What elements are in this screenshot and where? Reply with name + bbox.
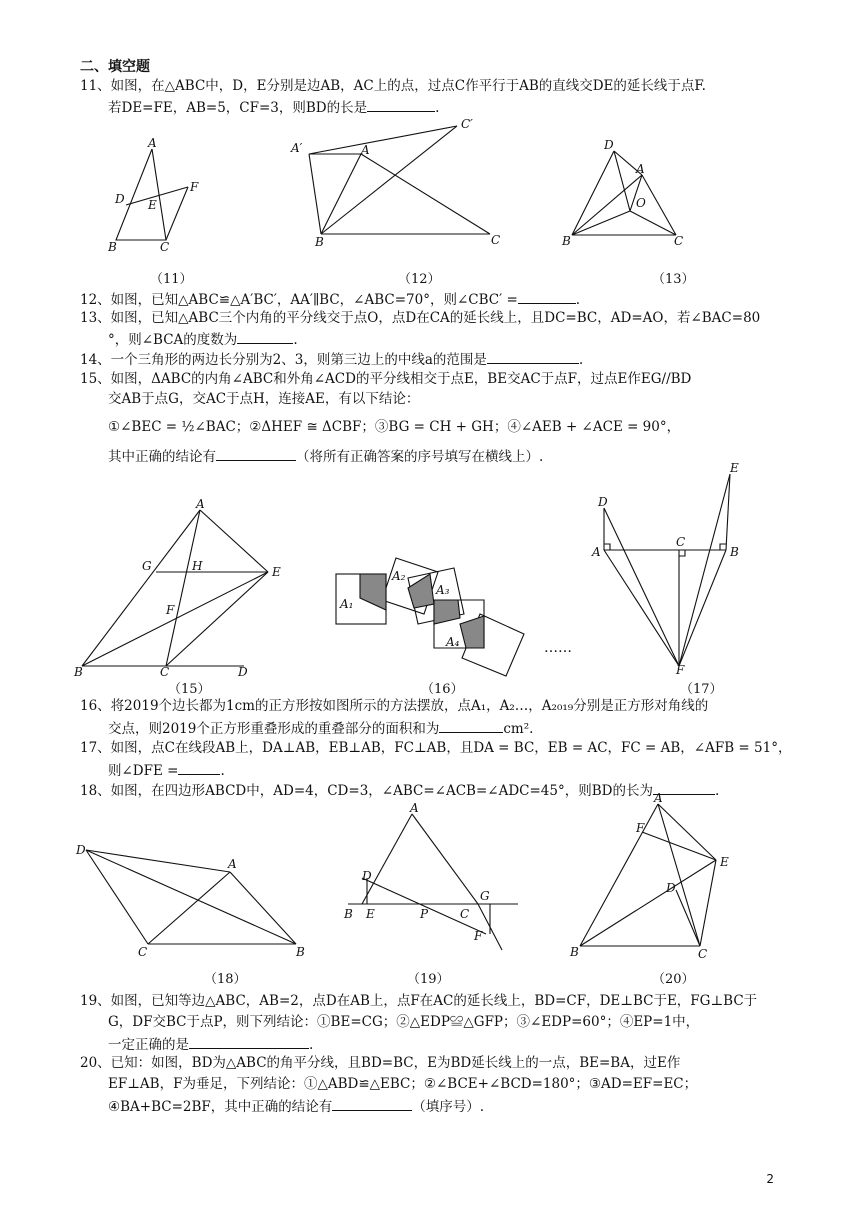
f13-label-A: A — [636, 162, 645, 176]
f18-label-A: A — [228, 857, 237, 871]
f16-label-A2: A₂ — [392, 569, 406, 583]
caption-12: （12） — [398, 272, 441, 287]
q19-text: 一定正确的是 — [108, 1037, 189, 1053]
answer-blank-14[interactable] — [487, 349, 579, 364]
q12-line: 12、如图，已知△ABC≌△A′BC′，AA′∥BC，∠ABC=70°，则∠CBC′ = . — [80, 289, 580, 309]
f15-label-H: H — [192, 559, 203, 573]
q13-line2: °，则∠BCA的度数为 . — [108, 329, 298, 349]
f20-label-D: D — [666, 881, 676, 895]
q18-line: 18、如图，在四边形ABCD中，AD=4，CD=3，∠ABC=∠ACB=∠ADC=45°，则BD的长为 . — [80, 780, 719, 800]
q15-line4 — [108, 446, 543, 466]
f19-label-F: F — [474, 929, 483, 943]
answer-blank-19[interactable] — [189, 1034, 309, 1049]
answer-blank-11[interactable] — [367, 97, 435, 112]
f19-label-P: P — [420, 907, 429, 921]
f11-label-C: C — [160, 240, 170, 254]
f12-label-A: A — [361, 143, 370, 157]
f15-label-B: B — [74, 665, 83, 679]
f12-label-B: B — [315, 235, 324, 249]
f18-label-C: C — [138, 945, 148, 959]
q20-line2: EF⊥AB，F为垂足，下列结论：①△ABD≌△EBC；②∠BCE+∠BCD=180°；③AD=EF=EC； — [108, 1076, 698, 1092]
f19-label-B: B — [344, 907, 353, 921]
f13-label-C: C — [674, 234, 684, 248]
f15-label-F: F — [166, 603, 175, 617]
answer-blank-16[interactable] — [439, 718, 503, 733]
f20-label-F: F — [636, 821, 645, 835]
q14-text: 14、一个三角形的两边长分别为2、3，则第三边上的中线a的范围是 — [80, 352, 487, 368]
q19-line2: G，DF交BC于点P，则下列结论：①BE=CG；②△EDP≌△GFP；③∠EDP=60°；④EP=1中， — [108, 1014, 700, 1030]
q20-line3 — [108, 1096, 484, 1116]
f16-label-A4: A₄ — [446, 635, 460, 649]
f17-label-F: F — [676, 663, 685, 677]
f20-label-B: B — [570, 945, 579, 959]
f11-label-E: E — [148, 198, 157, 212]
f12-label-C: C — [491, 233, 501, 247]
f20-label-C: C — [698, 947, 708, 961]
f17-label-E: E — [730, 461, 739, 475]
q15-line1: 15、如图，ΔABC的内角∠ABC和外角∠ACD的平分线相交于点E，BE交AC于点F，过点E作EG//BD — [80, 371, 692, 387]
q20-line1: 20、已知：如图，BD为△ABC的角平分线，且BD=BC，E为BD延长线上的一点，BE=BA，过E作 — [80, 1055, 681, 1071]
caption-11: （11） — [150, 272, 193, 287]
f15-label-C: C — [160, 665, 170, 679]
q19-line3: 一定正确的是 . — [108, 1034, 313, 1054]
f15-label-E: E — [272, 565, 281, 579]
q16-unit: cm². — [503, 721, 534, 737]
q11-line2: 若DE=FE，AB=5，CF=3，则BD的长是 . — [108, 97, 439, 117]
caption-13: （13） — [652, 272, 695, 287]
f13-label-B: B — [562, 234, 571, 248]
f19-label-D: D — [362, 869, 372, 883]
q12-text: 12、如图，已知△ABC≌△A′BC′，AA′∥BC，∠ABC=70°，则∠CBC′ = — [80, 292, 518, 308]
f17-label-A: A — [592, 545, 601, 559]
q11-line1: 11、如图，在△ABC中，D，E分别是边AB，AC上的点，过点C作平行于AB的直线交DE的延长线于点F. — [80, 78, 706, 94]
f12-label-C-prime: C′ — [461, 117, 473, 131]
figure-12 — [285, 112, 505, 252]
f11-label-F: F — [190, 180, 199, 194]
figure-11 — [100, 135, 210, 253]
q20-text-end: （填序号）. — [412, 1099, 485, 1115]
f20-label-E: E — [720, 855, 729, 869]
figure-19 — [340, 800, 520, 960]
q16-line1: 16、将2019个边长都为1cm的正方形按如图所示的方法摆放，点A₁，A₂…，A₂₀₁₉分别是正方形对角线的 — [80, 698, 709, 714]
f19-label-A: A — [410, 801, 419, 815]
q15-line3: ①∠BEC = ½∠BAC；②ΔHEF ≅ ΔCBF；③BG = CH + GH；④∠AEB + ∠ACE = 90°， — [108, 419, 681, 435]
answer-blank-12[interactable] — [518, 289, 576, 304]
q15-line2: 交AB于点G，交AC于点H，连接AE，有以下结论： — [108, 391, 420, 407]
figure-18 — [74, 838, 314, 962]
figure-16 — [330, 548, 590, 674]
f16-label-A1: A₁ — [340, 597, 354, 611]
section-title: 二、填空题 — [80, 59, 150, 75]
page-number: 2 — [766, 1172, 774, 1186]
f18-label-B: B — [296, 945, 305, 959]
q13-line1: 13、如图，已知△ABC三个内角的平分线交于点O，点D在CA的延长线上，且DC=BC，AD=AO，若∠BAC=80 — [80, 310, 761, 326]
f19-label-G: G — [480, 889, 490, 903]
figure-13 — [560, 135, 700, 253]
f13-label-O: O — [636, 196, 646, 210]
figure-15 — [72, 496, 281, 680]
q15-text: 其中正确的结论有 — [108, 449, 216, 465]
caption-20: （20） — [652, 972, 695, 987]
q19-line1: 19、如图，已知等边△ABC，AB=2，点D在AB上，点F在AC的延长线上，BD=CF，DE⊥BC于E，FG⊥BC于 — [80, 993, 758, 1009]
f17-label-C: C — [676, 535, 686, 549]
q16-text: 交点，则2019个正方形重叠形成的重叠部分的面积和为 — [108, 721, 440, 737]
f19-label-E: E — [366, 907, 375, 921]
q14-line: 14、一个三角形的两边长分别为2、3，则第三边上的中线a的范围是 . — [80, 349, 583, 369]
answer-blank-13[interactable] — [237, 329, 293, 344]
f13-label-D: D — [604, 138, 614, 152]
answer-blank-15[interactable] — [216, 446, 296, 461]
q17-text: 则∠DFE = — [108, 763, 179, 779]
f16-ellipsis: …… — [544, 640, 572, 656]
q20-text: ④BA+BC=2BF，其中正确的结论有 — [108, 1099, 333, 1115]
f15-label-D: D — [238, 665, 248, 679]
caption-17: （17） — [680, 682, 723, 697]
q11-text: 若DE=FE，AB=5，CF=3，则BD的长是 — [108, 100, 368, 116]
f11-label-D: D — [115, 192, 125, 206]
q16-line2 — [108, 718, 533, 738]
caption-16: （16） — [421, 682, 464, 697]
caption-19: （19） — [407, 972, 450, 987]
caption-15: （15） — [168, 682, 211, 697]
f20-label-A: A — [654, 791, 663, 805]
f17-label-B: B — [730, 545, 739, 559]
figure-20 — [566, 790, 746, 962]
f15-label-A: A — [196, 497, 205, 511]
q15-text-end: （将所有正确答案的序号填写在横线上）. — [296, 449, 544, 465]
f12-label-A-prime: A′ — [291, 141, 303, 155]
f17-label-D: D — [598, 495, 608, 509]
figure-17 — [588, 460, 748, 677]
answer-blank-17[interactable] — [178, 760, 220, 775]
answer-blank-20[interactable] — [332, 1096, 412, 1111]
f11-label-B: B — [108, 240, 117, 254]
q13-text: °，则∠BCA的度数为 — [108, 332, 238, 348]
q18-text: 18、如图，在四边形ABCD中，AD=4，CD=3，∠ABC=∠ACB=∠ADC=45°，则BD的长为 — [80, 783, 653, 799]
caption-18: （18） — [204, 972, 247, 987]
q17-line2: 则∠DFE = . — [108, 760, 225, 780]
f19-label-C: C — [460, 907, 470, 921]
q17-line1: 17、如图，点C在线段AB上，DA⊥AB，EB⊥AB，FC⊥AB，且DA = BC，EB = AC，FC = AB，∠AFB = 51°， — [80, 740, 792, 756]
f15-label-G: G — [142, 559, 152, 573]
f18-label-D: D — [76, 843, 86, 857]
f11-label-A: A — [148, 136, 157, 150]
f16-label-A3: A₃ — [436, 583, 450, 597]
